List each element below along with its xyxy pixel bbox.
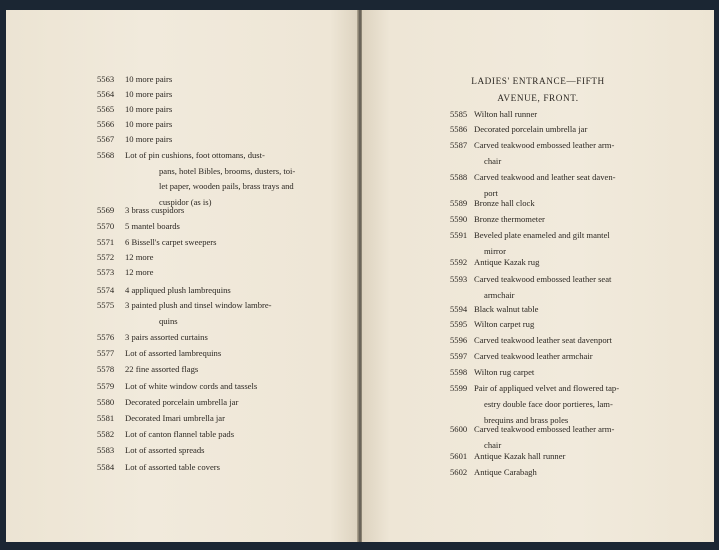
lot-number: 5582 [97,429,115,439]
lot-description-line: brequins and brass poles [484,415,569,425]
lot-description-line: chair [484,156,502,166]
lot-description-line: 3 brass cuspidors [125,205,185,215]
lot-description-line: 6 Bissell's carpet sweepers [125,237,217,247]
lot-description-line: Carved teakwood leather armchair [474,351,593,361]
lot-number: 5588 [450,172,468,182]
lot-description-line: Lot of pin cushions, foot ottomans, dust- [125,150,265,160]
lot-description-line: estry double face door portieres, lam- [484,399,613,409]
lot-description-line: Carved teakwood embossed leather seat [474,274,612,284]
lot-number: 5577 [97,348,115,358]
lot-number: 5600 [450,424,468,434]
lot-description-line: Antique Kazak hall runner [474,451,566,461]
lot-description-line: Lot of assorted lambrequins [125,348,222,358]
lot-description-line: pans, hotel Bibles, brooms, dusters, toi- [159,165,296,176]
lot-description-line: Wilton rug carpet [474,367,535,377]
lot-description-line: Carved teakwood leather seat davenport [474,335,612,345]
lot-description-line: Lot of assorted spreads [125,445,205,455]
lot-description-line: Wilton hall runner [474,109,538,119]
lot-description-line: chair [484,440,502,450]
lot-description-line: Decorated Imari umbrella jar [125,413,225,423]
lot-description-line: Carved teakwood embossed leather arm- [474,140,615,150]
lot-description-line: Lot of canton flannel table pads [125,429,235,439]
lot-number: 5574 [97,285,115,295]
lot-number: 5564 [97,89,115,99]
lot-description-line: Antique Kazak rug [474,257,540,267]
lot-number: 5594 [450,304,468,314]
lot-number: 5571 [97,237,115,247]
lot-number: 5573 [97,267,115,277]
lot-number: 5585 [450,109,468,119]
lot-description-line: Decorated porcelain umbrella jar [474,124,588,134]
lot-number: 5579 [97,381,115,391]
lot-description-line: Wilton carpet rug [474,319,535,329]
lot-description-line: armchair [484,290,515,300]
lot-description-line: 22 fine assorted flags [125,364,199,374]
lot-description-line: Antique Carabagh [474,467,537,477]
lot-number: 5565 [97,104,115,114]
lot-description-line: 10 more pairs [125,134,173,144]
lot-number: 5572 [97,252,115,262]
lot-number: 5598 [450,367,468,377]
lot-number: 5578 [97,364,115,374]
lot-description-line: Black walnut table [474,304,539,314]
lot-description-line: let paper, wooden pails, brass trays and [159,181,294,192]
lot-number: 5601 [450,451,468,461]
lot-description-line: Beveled plate enameled and gilt mantel [474,230,610,240]
lot-description-line: 4 appliqued plush lambrequins [125,285,231,295]
section-heading-line1: LADIES' ENTRANCE—FIFTH [471,76,605,86]
lot-description-line: 12 more [125,267,154,277]
lot-description-line: 10 more pairs [125,104,173,114]
section-heading-line2: AVENUE, FRONT. [497,93,579,103]
lot-description-line: 3 painted plush and tinsel window lambre- [125,300,272,310]
lot-description-line: Carved teakwood and leather seat daven- [474,172,616,182]
lot-number: 5595 [450,319,468,329]
lot-number: 5591 [450,230,468,240]
lot-number: 5567 [97,134,115,144]
lot-description-line: Lot of white window cords and tassels [125,381,258,391]
lot-description-line: Pair of appliqued velvet and flowered tap- [474,383,620,393]
lot-description-line: 10 more pairs [125,74,173,84]
lot-description-line: 3 pairs assorted curtains [125,332,208,342]
lot-number: 5569 [97,205,115,215]
lot-description-line: Bronze hall clock [474,198,535,208]
lot-number: 5596 [450,335,468,345]
lot-description-line: mirror [484,246,506,256]
lot-number: 5563 [97,74,115,84]
lot-number: 5570 [97,221,115,231]
lot-number: 5581 [97,413,115,423]
lot-description-line: Carved teakwood embossed leather arm- [474,424,615,434]
lot-description-line: port [484,188,498,198]
lot-description-line: Lot of assorted table covers [125,462,220,472]
lot-number: 5593 [450,274,468,284]
lot-number: 5566 [97,119,115,129]
lot-number: 5580 [97,397,115,407]
lot-number: 5583 [97,445,115,455]
lot-number: 5590 [450,214,468,224]
lot-description-line: 10 more pairs [125,89,173,99]
lot-description-line: 10 more pairs [125,119,173,129]
lot-number: 5602 [450,467,468,477]
lot-description-line: 12 more [125,252,154,262]
lot-description-line: 5 mantel boards [125,221,180,231]
lot-number: 5586 [450,124,468,134]
lot-description-line: cuspidor (as is) [159,196,212,207]
lot-number: 5575 [97,300,115,310]
lot-number: 5568 [97,150,115,160]
left-page [6,10,358,542]
lot-number: 5599 [450,383,468,393]
lot-description-line: Bronze thermometer [474,214,545,224]
right-page [362,10,714,542]
lot-number: 5584 [97,462,115,472]
lot-description-line: quins [159,315,178,326]
lot-number: 5576 [97,332,115,342]
lot-number: 5592 [450,257,468,267]
lot-number: 5587 [450,140,468,150]
lot-description-line: Decorated porcelain umbrella jar [125,397,239,407]
lot-number: 5597 [450,351,468,361]
lot-number: 5589 [450,198,468,208]
